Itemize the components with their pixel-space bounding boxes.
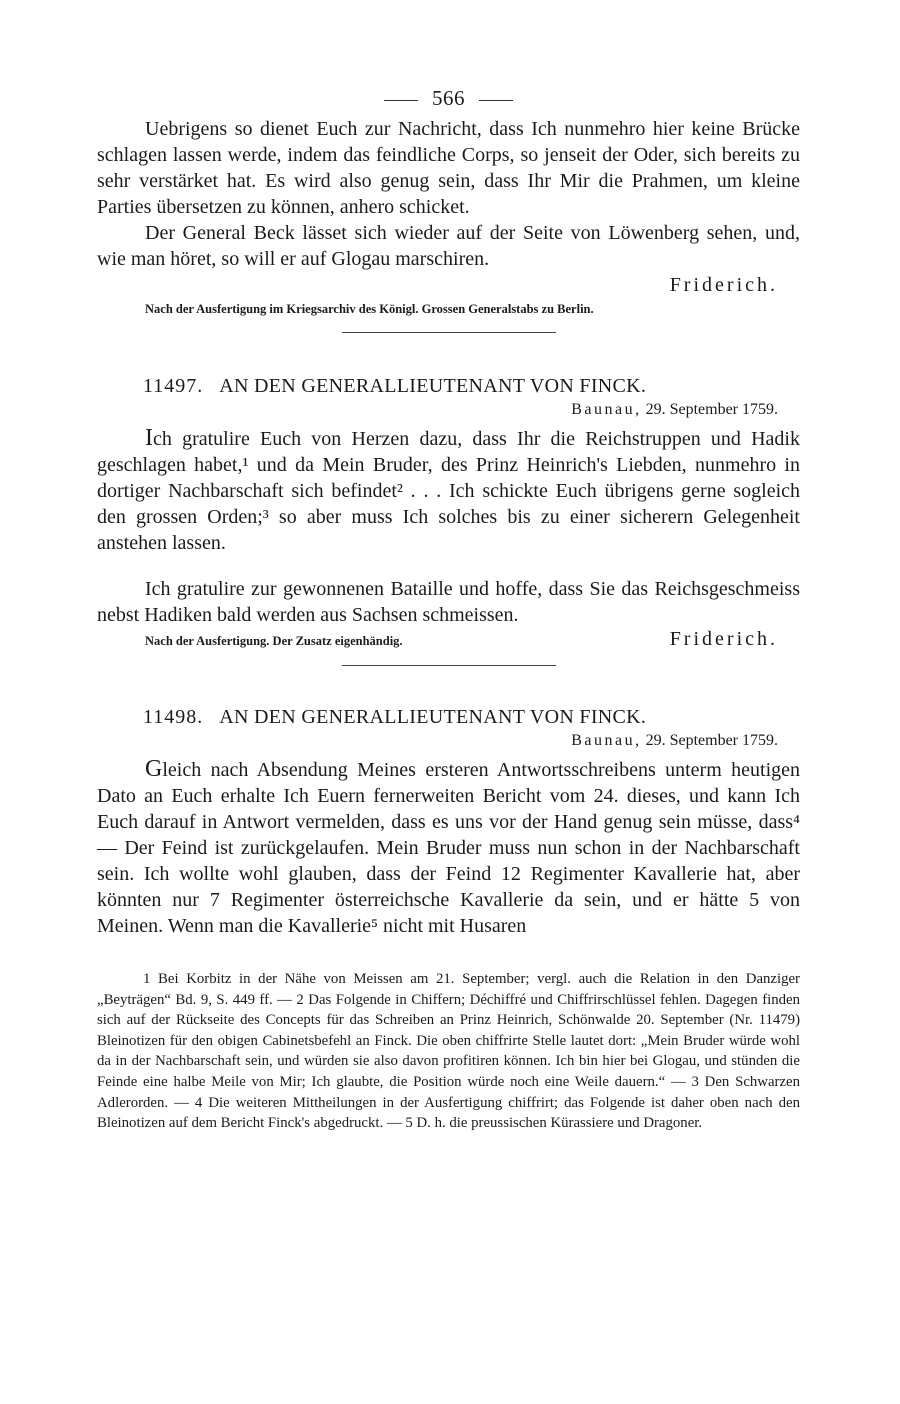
- letter-paragraph-1: Gleich nach Absendung Meines ersteren Antwortsschreibens unterm heutigen Dato an Euch erhalte Ich Euern fernerweiten Bericht vom 24. dieses, und kann Ich Euch darauf in Antwort vermelden, dass es uns vor der Hand genug sein müsse, dass⁴ — Der Feind ist zurückgelaufen. Mein Bruder muss nun schon in der Nachbarschaft sein. Ich wollte wohl glauben, dass der Feind 12 Regimenter Kavallerie hat, aber könnten nur 7 Regimenter österreichsche Kavallerie da sein, und er hätte 5 von Meinen. Wenn man die Kavallerie⁵ nicht mit Husaren: [97, 756, 800, 937]
- letter-number: 11497.: [143, 375, 204, 397]
- header-dash-left: [384, 100, 418, 101]
- continuation-paragraph-1: Uebrigens so dienet Euch zur Nachricht, dass Ich nunmehro hier keine Brücke schlagen lassen werde, indem das feindliche Corps, so jenseit der Oder, sich bereits zu sehr verstärket hat. Es wird also genug sein, dass Ihr Mir die Prahmen, um kleine Parties übersetzen zu können, anhero schicket.: [97, 118, 800, 218]
- letter-dateline: [97, 399, 800, 421]
- letter-dateline: [97, 730, 800, 752]
- source-note: Nach der Ausfertigung im Kriegsarchiv des Königl. Grossen Generalstabs zu Berlin.: [145, 302, 594, 316]
- letter-number: 11498.: [143, 706, 204, 728]
- letter-heading: [97, 704, 800, 730]
- letter-place: Baunau,: [571, 732, 642, 749]
- letter-place: Baunau,: [571, 401, 642, 418]
- signature: Friderich.: [669, 274, 778, 296]
- letter-title: AN DEN GENERALLIEUTENANT VON FINCK.: [219, 375, 647, 397]
- source-signature-line: [97, 628, 800, 651]
- letter-title: AN DEN GENERALLIEUTENANT VON FINCK.: [219, 706, 647, 728]
- page-header: [97, 82, 800, 114]
- letter-paragraph-2: Ich gratulire zur gewonnenen Bataille und hoffe, dass Sie das Reichsgeschmeiss nebst Hadiken bald werden aus Sachsen schmeissen.: [97, 578, 800, 626]
- page-number: 566: [432, 86, 465, 110]
- source-note: Nach der Ausfertigung. Der Zusatz eigenhändig.: [145, 634, 403, 648]
- letter-date: 29. September 1759.: [645, 732, 778, 749]
- letter-paragraph-1: Ich gratulire Euch von Herzen dazu, dass Ihr die Reichstruppen und Hadik geschlagen habet,¹ und da Mein Bruder, des Prinz Heinrich's Liebden, nunmehro in dortiger Nachbarschaft sich befindet² . . . Ich schickte Euch übrigens gerne sogleich den grossen Orden;³ so aber muss Ich solches bis zu einer sicherern Gelegenheit anstehen lassen.: [97, 425, 800, 554]
- signature: Friderich.: [669, 628, 778, 650]
- footnotes: 1 Bei Korbitz in der Nähe von Meissen am 21. September; vergl. auch die Relation in den Danziger „Beyträgen“ Bd. 9, S. 449 ff. — 2 Das Folgende in Chiffern; Déchiffré und Chiffrirschlüssel fehlen. Dagegen finden sich auf der Rückseite des Concepts für das Schreiben an Prinz Heinrich, Schönwalde 20. September (Nr. 11479) Bleinotizen für den obigen Cabinetsbefehl an Finck. Die oben chiffrirte Stelle lautet dort: „Mein Bruder würde wohl da in der Nachbarschaft sein, und würden sie also davon profitiren können. Ich bin hier bei Glogau, und stünden die Feinde eine halbe Meile von Mir; Ich glaubte, die Position würde noch eine Weile dauern.“ — 3 Den Schwarzen Adlerorden. — 4 Die weiteren Mittheilungen in der Ausfertigung chiffrirt; das Folgende ist daher oben nach den Bleinotizen auf dem Bericht Finck's abgedruckt. — 5 D. h. die preussischen Kürassiere und Dragoner.: [97, 971, 800, 1132]
- document-page: [97, 82, 800, 1134]
- letter-heading: [97, 373, 800, 399]
- header-dash-right: [479, 100, 513, 101]
- letter-date: 29. September 1759.: [645, 401, 778, 418]
- continuation-paragraph-2: Der General Beck lässet sich wieder auf der Seite von Löwenberg sehen, und, wie man höret, so will er auf Glogau marschiren.: [97, 222, 800, 270]
